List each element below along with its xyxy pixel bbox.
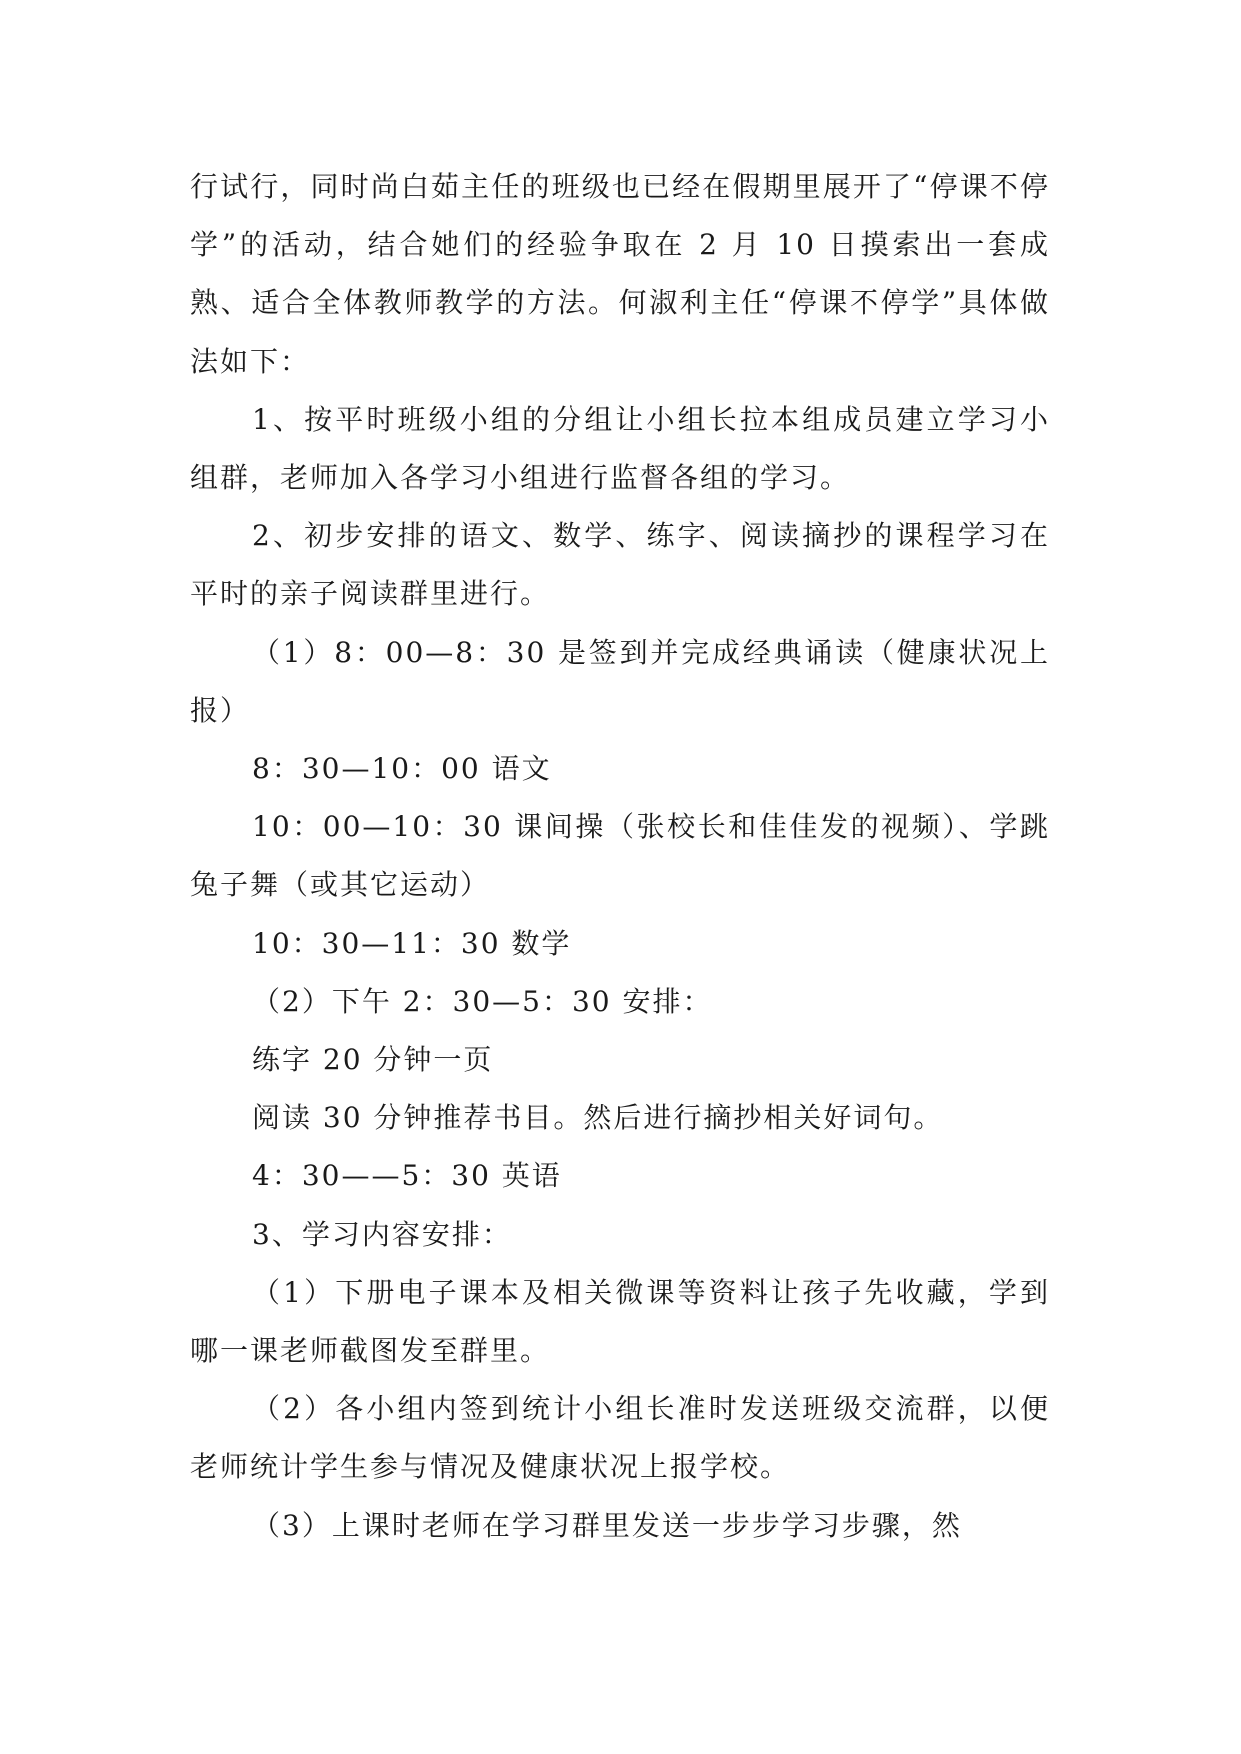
- paragraph-item-1: 1、按平时班级小组的分组让小组长拉本组成员建立学习小组群，老师加入各学习小组进行监督各组的学习。: [190, 402, 1050, 495]
- paragraph-intro: 行试行，同时尚白茹主任的班级也已经在假期里展开了“停课不停学”的活动，结合她们的经验争取在 2 月 10 日摸索出一套成熟、适合全体教师教学的方法。何淑利主任“停课不停学”具体做法如下：: [190, 170, 1050, 378]
- document-body: [190, 158, 1050, 1555]
- paragraph-content-2: （2）各小组内签到统计小组长准时发送班级交流群，以便老师统计学生参与情况及健康状况上报学校。: [190, 1392, 1050, 1484]
- paragraph-schedule-chinese: 8：30—10：00 语文: [252, 752, 552, 786]
- paragraph-item-2: 2、初步安排的语文、数学、练字、阅读摘抄的课程学习在平时的亲子阅读群里进行。: [190, 519, 1050, 611]
- paragraph-schedule-morning: （1）8：00—8：30 是签到并完成经典诵读（健康状况上报）: [190, 635, 1050, 727]
- paragraph-schedule-reading: 阅读 30 分钟推荐书目。然后进行摘抄相关好词句。: [252, 1101, 944, 1135]
- paragraph-schedule-afternoon: （2）下午 2：30—5：30 安排：: [252, 984, 713, 1018]
- paragraph-schedule-writing: 练字 20 分钟一页: [252, 1043, 494, 1077]
- paragraph-schedule-english: 4：30——5：30 英语: [252, 1159, 562, 1193]
- paragraph-item-3: 3、学习内容安排：: [252, 1217, 512, 1251]
- paragraph-schedule-break: 10：00—10：30 课间操（张校长和佳佳发的视频）、学跳兔子舞（或其它运动）: [190, 810, 1050, 902]
- paragraph-schedule-math: 10：30—11：30 数学: [252, 926, 572, 960]
- paragraph-content-1: （1）下册电子课本及相关微课等资料让孩子先收藏，学到哪一课老师截图发至群里。: [190, 1275, 1050, 1368]
- paragraph-content-3: （3）上课时老师在学习群里发送一步步学习步骤，然: [252, 1508, 962, 1542]
